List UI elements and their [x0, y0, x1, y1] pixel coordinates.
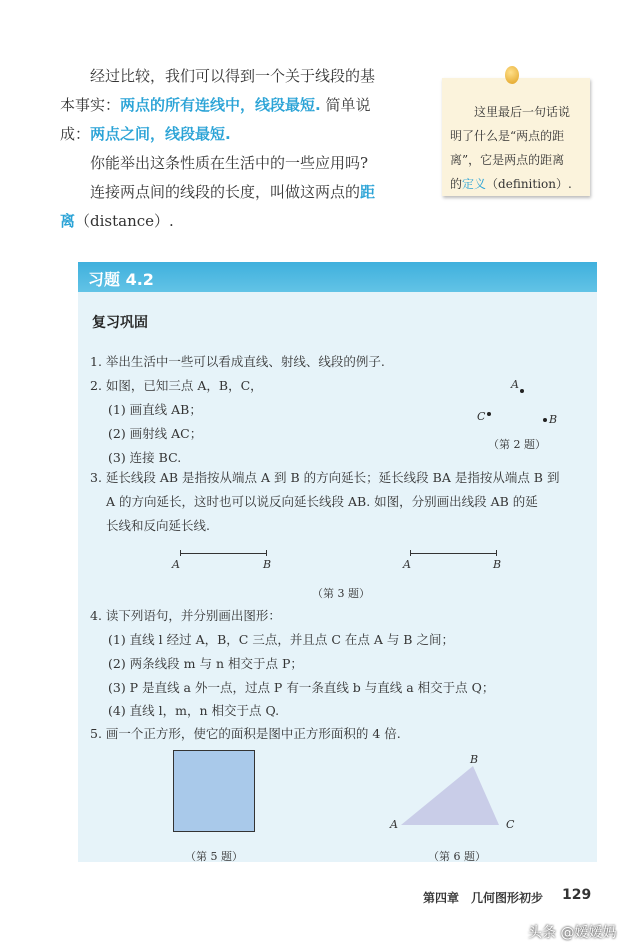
note-line — [450, 172, 582, 196]
figure-caption: （第 6 题） — [428, 850, 486, 863]
point-label: B — [470, 753, 479, 766]
text: 的 — [450, 177, 463, 191]
watermark: 头条 @嫒嫒妈 — [528, 925, 617, 941]
point-label: B — [493, 558, 502, 571]
side-note — [442, 78, 590, 196]
page-number: 129 — [562, 887, 592, 903]
segment-ab — [410, 553, 496, 554]
question-1: 1. 举出生活中一些可以看成直线、射线、线段的例子. — [90, 354, 385, 369]
square-figure — [173, 750, 255, 832]
point-label: A — [390, 818, 398, 831]
text: 简单说 — [320, 96, 371, 114]
fact-highlight: 两点之间，线段最短. — [90, 125, 231, 143]
question-2: 2. 如图，已知三点 A，B，C， — [90, 378, 263, 393]
tick — [410, 550, 411, 556]
figure-caption: （第 5 题） — [185, 850, 243, 863]
question-3: A 的方向延长，这时也可以说反向延长线段 AB. 如图，分别画出线段 AB 的延 — [106, 494, 538, 509]
point-label: B — [549, 413, 558, 426]
fact-highlight: 两点的所有连线中，线段最短. — [120, 96, 321, 114]
question-3: 3. 延长线段 AB 是指按从端点 A 到 B 的方向延长；延长线段 BA 是指按从端点 B 到 — [90, 470, 560, 485]
question-4-part: (2) 两条线段 m 与 n 相交于点 P； — [108, 656, 303, 671]
question-4-part: (3) P 是直线 a 外一点，过点 P 有一条直线 b 与直线 a 相交于点 Q； — [108, 680, 495, 695]
question-4-part: (4) 直线 l，m，n 相交于点 Q. — [108, 703, 280, 718]
note-line: 这里最后一句话说 — [474, 105, 571, 119]
tick — [496, 550, 497, 556]
point-label: A — [511, 378, 519, 391]
intro-line: 你能举出这条性质在生活中的一些应用吗? — [90, 154, 369, 172]
point-label: B — [263, 558, 272, 571]
point-c — [487, 412, 491, 416]
question-2-part: (1) 画直线 AB； — [108, 402, 202, 417]
question-2-part: (3) 连接 BC. — [108, 450, 182, 465]
text: 连接两点间的线段的长度，叫做这两点的 — [90, 183, 361, 201]
text: （definition）. — [486, 177, 572, 191]
question-5: 5. 画一个正方形，使它的面积是图中正方形面积的 4 倍. — [90, 726, 401, 741]
figure-caption: （第 2 题） — [488, 438, 546, 451]
question-2-part: (2) 画射线 AC； — [108, 426, 203, 441]
intro-line — [60, 120, 420, 149]
question-4-part: (1) 直线 l 经过 A，B，C 三点，并且点 C 在点 A 与 B 之间； — [108, 632, 454, 647]
tick — [180, 550, 181, 556]
intro-line — [60, 178, 420, 207]
point-label: A — [172, 558, 180, 571]
note-line: 离”，它是两点的距离 — [450, 153, 565, 167]
term-highlight: 定义 — [462, 177, 487, 191]
pushpin-icon — [505, 66, 519, 84]
term-highlight: 距 — [360, 183, 376, 201]
point-a — [520, 389, 524, 393]
text: 成： — [60, 125, 91, 143]
figure-caption: （第 3 题） — [312, 587, 370, 600]
point-label: C — [506, 818, 515, 831]
chapter-title: 第四章 几何图形初步 — [423, 891, 544, 905]
point-label: C — [477, 410, 486, 423]
triangle-abc — [401, 766, 499, 825]
intro-line — [60, 91, 420, 120]
segment-ab — [180, 553, 266, 554]
intro-line — [60, 207, 420, 236]
intro-text — [60, 62, 420, 236]
point-b — [543, 418, 547, 422]
note-line: 明了什么是“两点的距 — [450, 129, 565, 143]
triangle-figure — [395, 760, 505, 830]
question-4: 4. 读下列语句，并分别画出图形： — [90, 608, 281, 623]
exercise-header — [78, 262, 597, 292]
text: （distance）. — [75, 212, 174, 230]
question-3: 长线和反向延长线. — [106, 518, 210, 533]
intro-line: 经过比较，我们可以得到一个关于线段的基 — [90, 67, 376, 85]
tick — [266, 550, 267, 556]
exercise-title: 习题 4.2 — [88, 270, 154, 289]
term-highlight: 离 — [60, 212, 76, 230]
text: 本事实： — [60, 96, 121, 114]
point-label: A — [403, 558, 411, 571]
section-heading: 复习巩固 — [92, 315, 148, 331]
